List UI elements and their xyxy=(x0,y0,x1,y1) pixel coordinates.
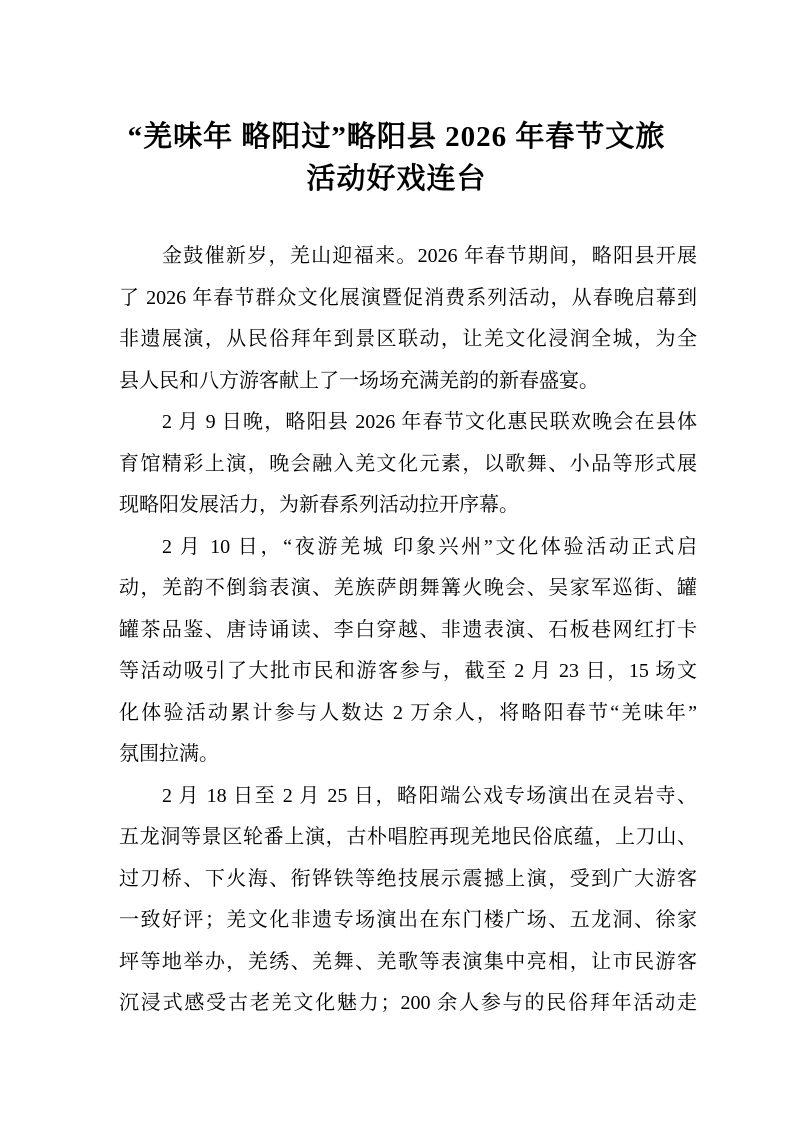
paragraph xyxy=(119,236,697,402)
body-line: 非遗展演，从民俗拜年到景区联动，让羌文化浸润全城，为全 xyxy=(119,328,697,350)
body-line: 沉浸式感受古老羌文化魅力；200 余人参与的民俗拜年活动走 xyxy=(119,992,697,1014)
body-line: 过刀桥、下火海、衔铧铁等绝技展示震撼上演，受到广大游客 xyxy=(119,867,697,890)
body-line: 了 2026 年春节群众文化展演暨促消费系列活动，从春晚启幕到 xyxy=(119,286,697,309)
body-line: 动，羌韵不倒翁表演、羌族萨朗舞篝火晚会、吴家军巡街、罐 xyxy=(119,577,697,599)
body-line: 一致好评；羌文化非遗专场演出在东门楼广场、五龙洞、徐家 xyxy=(119,909,697,931)
title-line: “羌味年 略阳过”略阳县 2026 年春节文旅 xyxy=(127,121,666,153)
body-line: 2 月 9 日晚，略阳县 2026 年春节文化惠民联欢晚会在县体 xyxy=(162,411,697,433)
body-line: 2 月 18 日至 2 月 25 日，略阳端公戏专场演出在灵岩寺、 xyxy=(162,784,697,807)
body-line: 现略阳发展活力，为新春系列活动拉开序幕。 xyxy=(119,494,519,516)
title-line: 活动好戏连台 xyxy=(306,163,487,195)
body-line: 育馆精彩上演，晚会融入羌文化元素，以歌舞、小品等形式展 xyxy=(119,452,697,475)
paragraph xyxy=(119,776,697,1025)
body-line: 罐茶品鉴、唐诗诵读、李白穿越、非遗表演、石板巷网红打卡 xyxy=(119,618,697,641)
body-line: 化体验活动累计参与人数达 2 万余人，将略阳春节“羌味年” xyxy=(119,701,697,724)
body-line: 县人民和八方游客献上了一场场充满羌韵的新春盛宴。 xyxy=(119,369,599,392)
paragraph xyxy=(119,402,697,527)
body-line: 2 月 10 日，“夜游羌城 印象兴州”文化体验活动正式启 xyxy=(162,535,697,558)
document-title xyxy=(0,0,793,200)
body-line: 氛围拉满。 xyxy=(119,743,219,765)
body-line: 金鼓催新岁，羌山迎福来。2026 年春节期间，略阳县开展 xyxy=(162,245,697,267)
paragraph xyxy=(119,527,697,776)
body-line: 坪等地举办，羌绣、羌舞、羌歌等表演集中亮相，让市民游客 xyxy=(119,950,697,973)
body-line: 五龙洞等景区轮番上演，古朴唱腔再现羌地民俗底蕴，上刀山、 xyxy=(119,826,697,848)
article-body xyxy=(119,236,697,1025)
body-line: 等活动吸引了大批市民和游客参与，截至 2 月 23 日，15 场文 xyxy=(119,660,697,682)
